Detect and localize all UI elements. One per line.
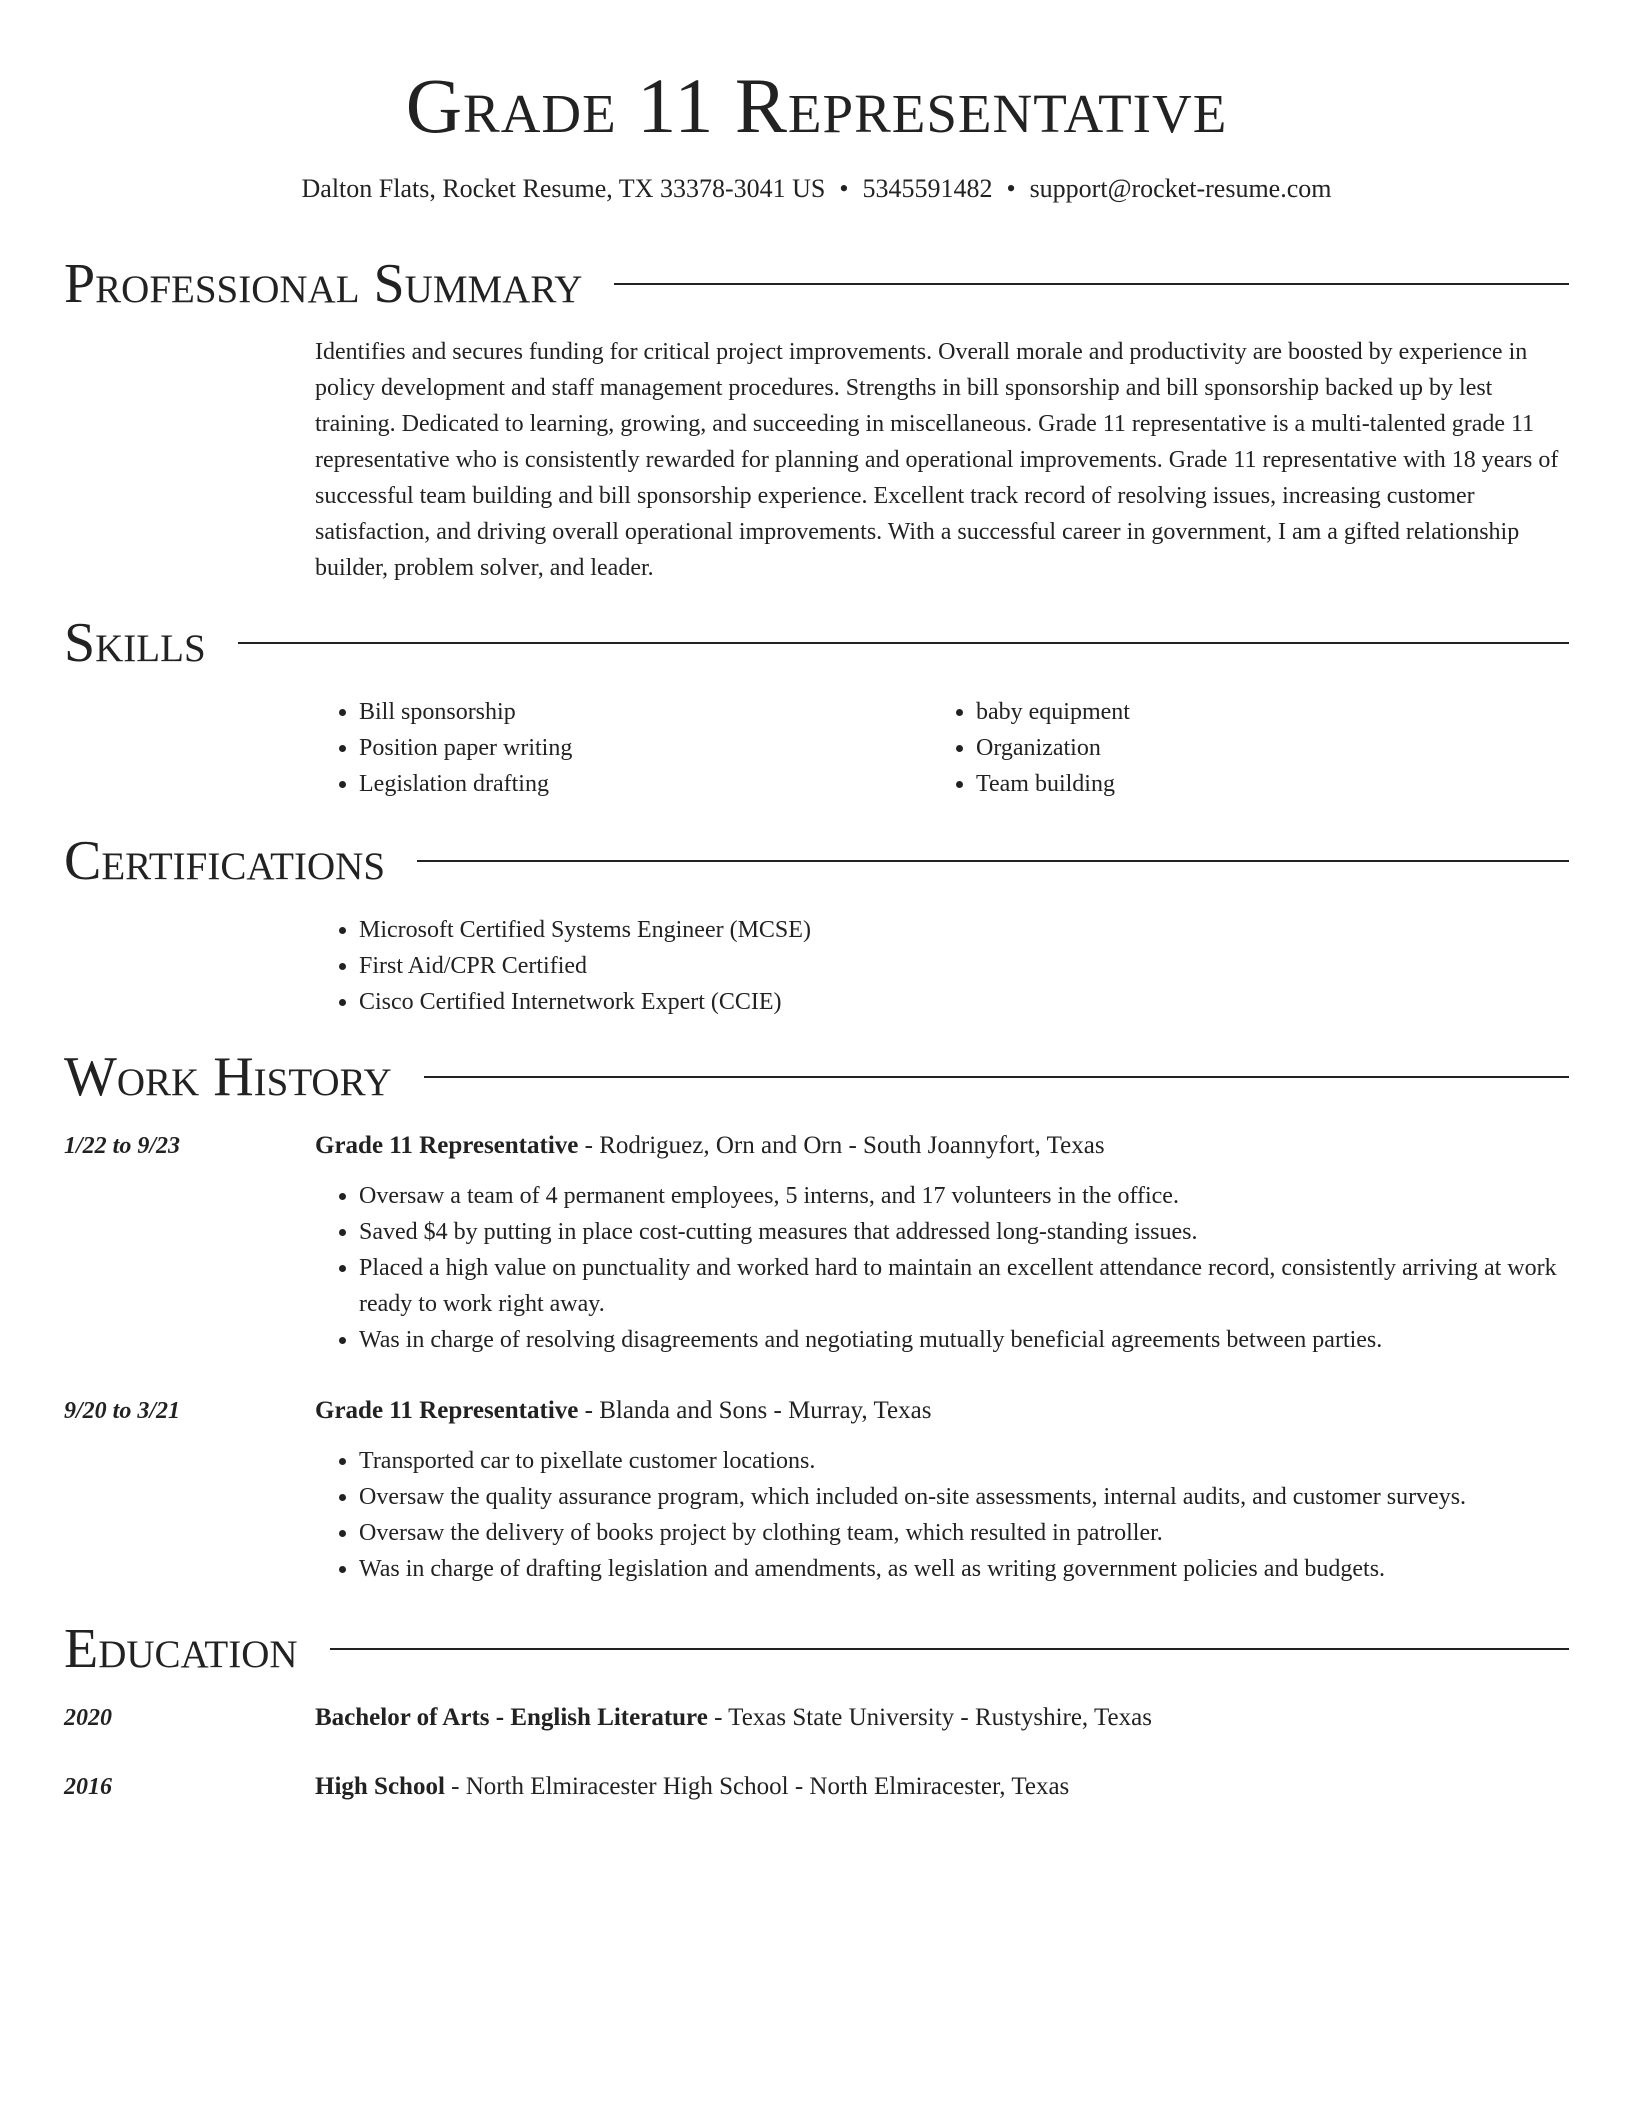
education-year: 2016 xyxy=(64,1774,112,1800)
section-header-education xyxy=(64,1617,1569,1681)
job-dates: 9/20 to 3/21 xyxy=(64,1398,181,1424)
job-heading xyxy=(315,1393,1571,1429)
education-degree: Bachelor of Arts - English Literature xyxy=(315,1704,708,1731)
job-dates: 1/22 to 9/23 xyxy=(64,1133,181,1159)
section-header-summary xyxy=(64,252,1569,316)
summary-text: Identifies and secures funding for critical project improvements. Overall morale and productivity are boosted by experience in policy development and staff management procedures. Strengths in bill sponsorship and bill sponsorship backed up by lest training. Dedicated to learning, growing, and succeeding in miscellaneous. Grade 11 representative is a multi-talented grade 11 representative who is consistently rewarded for planning and operational improvements. Grade 11 representative with 18 years of successful team building and bill sponsorship experience. Excellent track record of resolving issues, increasing customer satisfaction, and driving overall operational improvements. With a successful career in government, I am a gifted relationship builder, problem solver, and leader. xyxy=(315,339,1559,581)
job-heading xyxy=(315,1128,1571,1164)
separator-dot: • xyxy=(1006,174,1016,203)
job-bullet: • Oversaw the delivery of books project by clothing team, which resulted in patroller. xyxy=(359,1515,1571,1551)
email: support@rocket-resume.com xyxy=(1029,174,1332,203)
job-bullet: • Saved $4 by putting in place cost-cutting measures that addressed long-standing issues. xyxy=(359,1214,1571,1250)
job-bullets xyxy=(315,1178,1571,1358)
section-title: Skills xyxy=(64,612,206,674)
certification-item: • Cisco Certified Internetwork Expert (CCIE) xyxy=(359,984,1571,1020)
skill-item: • Bill sponsorship xyxy=(359,694,932,730)
certifications-list xyxy=(315,912,1571,1020)
section-divider xyxy=(330,1648,1569,1650)
skill-item: • baby equipment xyxy=(976,694,1549,730)
job-role: Grade 11 Representative xyxy=(315,1397,579,1424)
candidate-name: Grade 11 Representative xyxy=(405,62,1228,149)
certification-item: • Microsoft Certified Systems Engineer (MCSE) xyxy=(359,912,1571,948)
education-degree: High School xyxy=(315,1773,445,1800)
skills-list xyxy=(315,694,1571,802)
section-title: Certifications xyxy=(64,830,386,892)
job-bullet: • Transported car to pixellate customer locations. xyxy=(359,1443,1571,1479)
section-header-skills xyxy=(64,611,1569,675)
job-bullets xyxy=(315,1443,1571,1587)
job-bullet: • Placed a high value on punctuality and worked hard to maintain an excellent attendance record, consistently arriving at work ready to work right away. xyxy=(359,1250,1571,1322)
education-details: - North Elmiracester High School - North Elmiracester, Texas xyxy=(444,1773,1070,1800)
certification-item: • First Aid/CPR Certified xyxy=(359,948,1571,984)
section-header-certifications xyxy=(64,829,1569,893)
job-bullet: • Oversaw a team of 4 permanent employees, 5 interns, and 17 volunteers in the office. xyxy=(359,1178,1571,1214)
skill-item: • Team building xyxy=(976,766,1549,802)
education-year: 2020 xyxy=(64,1705,112,1731)
phone: 5345591482 xyxy=(862,174,993,203)
contact-line xyxy=(64,172,1569,206)
skill-item: • Position paper writing xyxy=(359,730,932,766)
section-divider xyxy=(614,283,1569,285)
job-details: - Blanda and Sons - Murray, Texas xyxy=(578,1397,932,1424)
education-heading xyxy=(315,1769,1571,1805)
job-bullet: • Oversaw the quality assurance program, which included on-site assessments, internal audits, and customer surveys. xyxy=(359,1479,1571,1515)
section-title: Education xyxy=(64,1618,298,1680)
skill-item: • Legislation drafting xyxy=(359,766,932,802)
section-divider xyxy=(424,1076,1569,1078)
education-details: - Texas State University - Rustyshire, Texas xyxy=(707,1704,1152,1731)
section-title: Work History xyxy=(64,1046,392,1108)
education-heading xyxy=(315,1700,1571,1736)
job-bullet: • Was in charge of drafting legislation and amendments, as well as writing government policies and budgets. xyxy=(359,1551,1571,1587)
job-bullet: • Was in charge of resolving disagreements and negotiating mutually beneficial agreements between parties. xyxy=(359,1322,1571,1358)
address: Dalton Flats, Rocket Resume, TX 33378-3041 US xyxy=(301,174,826,203)
skill-item: • Organization xyxy=(976,730,1549,766)
section-divider xyxy=(417,860,1569,862)
section-divider xyxy=(238,642,1569,644)
skills-column-left xyxy=(315,694,932,802)
section-header-work-history xyxy=(64,1045,1569,1109)
job-details: - Rodriguez, Orn and Orn - South Joannyfort, Texas xyxy=(578,1132,1105,1159)
separator-dot: • xyxy=(839,174,849,203)
job-role: Grade 11 Representative xyxy=(315,1132,579,1159)
section-title: Professional Summary xyxy=(64,253,583,315)
skills-column-right xyxy=(932,694,1549,802)
